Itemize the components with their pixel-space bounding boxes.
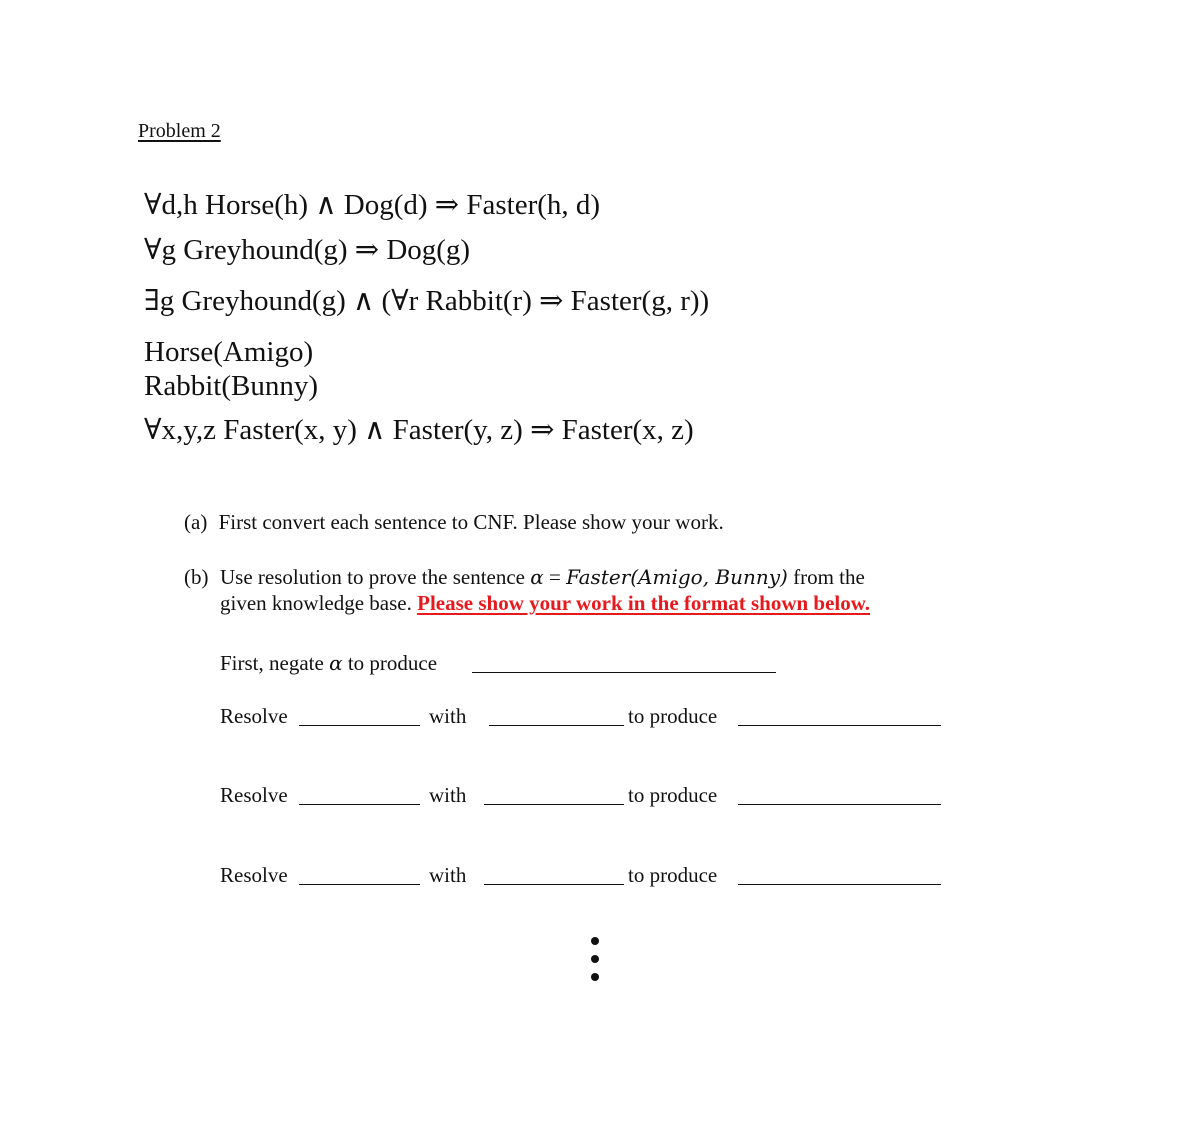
kb-sentence-4: Horse(Amigo) bbox=[144, 336, 314, 368]
resolve-blank-3b[interactable] bbox=[484, 884, 624, 885]
negate-alpha: α bbox=[329, 651, 343, 675]
resolve-blank-1c[interactable] bbox=[738, 725, 941, 726]
question-b-text-after: from the bbox=[787, 565, 865, 589]
kb-sentence-1: ∀d,h Horse(h) ∧ Dog(d) ⇒ Faster(h, d) bbox=[144, 189, 601, 221]
question-b-text-before: Use resolution to prove the sentence bbox=[220, 565, 531, 589]
question-a-text: First convert each sentence to CNF. Please show your work. bbox=[218, 510, 724, 534]
with-label-1: with bbox=[429, 704, 467, 728]
produce-label-3: to produce bbox=[628, 863, 718, 887]
question-b-line2 bbox=[220, 590, 870, 616]
resolve-label-2: Resolve bbox=[220, 783, 288, 807]
question-a-label: (a) bbox=[184, 510, 208, 534]
resolve-blank-2a[interactable] bbox=[299, 804, 420, 805]
resolve-blank-1b[interactable] bbox=[489, 725, 624, 726]
negate-suffix: to produce bbox=[342, 651, 438, 675]
problem-heading: Problem 2 bbox=[138, 120, 221, 142]
kb-sentence-2: ∀g Greyhound(g) ⇒ Dog(g) bbox=[144, 234, 471, 266]
format-instruction-link[interactable]: Please show your work in the format shown below. bbox=[417, 591, 870, 615]
resolve-blank-3a[interactable] bbox=[299, 884, 420, 885]
equals-sign: = bbox=[543, 565, 567, 589]
question-a bbox=[184, 509, 724, 535]
with-label-2: with bbox=[429, 783, 467, 807]
produce-label-1: to produce bbox=[628, 704, 718, 728]
kb-sentence-3: ∃g Greyhound(g) ∧ (∀r Rabbit(r) ⇒ Faster(g, r)) bbox=[144, 285, 710, 317]
resolve-blank-3c[interactable] bbox=[738, 884, 941, 885]
kb-sentence-5: Rabbit(Bunny) bbox=[144, 370, 318, 402]
with-label-3: with bbox=[429, 863, 467, 887]
negation-blank[interactable] bbox=[472, 672, 776, 673]
ellipsis-dot bbox=[591, 937, 599, 945]
question-b-line1 bbox=[220, 564, 865, 590]
resolve-blank-1a[interactable] bbox=[299, 725, 420, 726]
goal-formula: Faster(Amigo, Bunny) bbox=[566, 565, 788, 589]
ellipsis-dot bbox=[591, 955, 599, 963]
question-b-line2-text: given knowledge base. bbox=[220, 591, 418, 615]
resolve-label-3: Resolve bbox=[220, 863, 288, 887]
kb-sentence-6: ∀x,y,z Faster(x, y) ∧ Faster(y, z) ⇒ Faster(x, z) bbox=[144, 414, 694, 446]
resolve-blank-2b[interactable] bbox=[484, 804, 624, 805]
negate-line bbox=[220, 650, 437, 676]
produce-label-2: to produce bbox=[628, 783, 718, 807]
resolve-blank-2c[interactable] bbox=[738, 804, 941, 805]
question-b-label: (b) bbox=[184, 565, 209, 589]
alpha-symbol: α bbox=[530, 565, 544, 589]
ellipsis-dot bbox=[591, 973, 599, 981]
resolve-label-1: Resolve bbox=[220, 704, 288, 728]
negate-prefix: First, negate bbox=[220, 651, 330, 675]
